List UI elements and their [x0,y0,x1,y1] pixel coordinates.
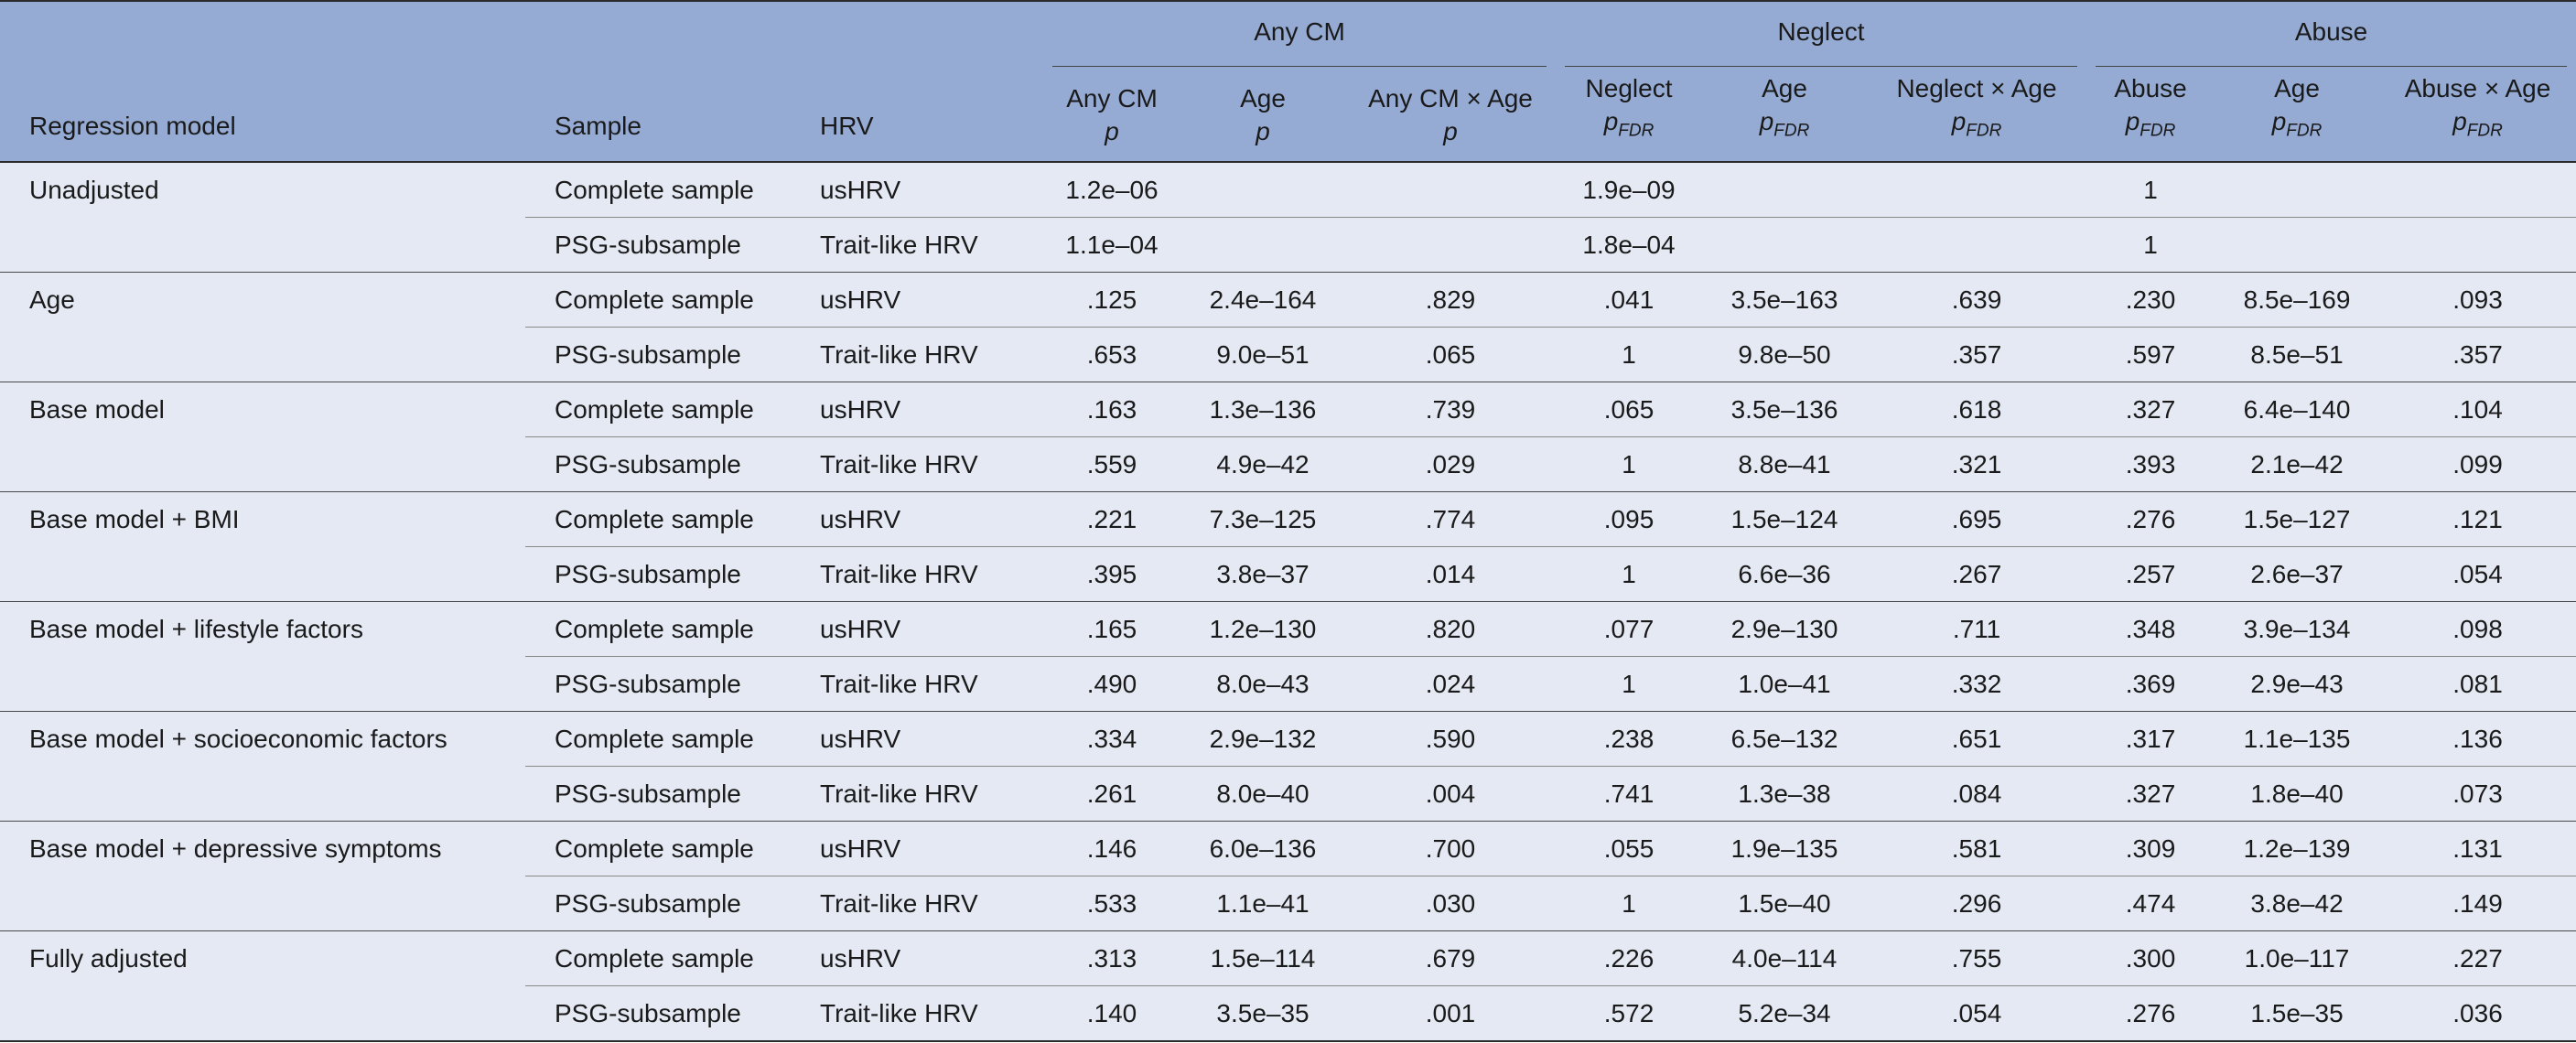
p-value-cell: .149 [2379,876,2576,931]
p-value-cell: .711 [1867,602,2086,657]
hrv-cell: Trait-like HRV [794,437,1043,492]
regression-model-cell: Age [0,273,525,382]
p-value-cell: .165 [1043,602,1180,657]
p-value-cell: 1.1e–135 [2215,712,2379,767]
p-value-cell: 9.0e–51 [1180,328,1345,382]
p-value-cell: 1.2e–130 [1180,602,1345,657]
table-row [0,273,2576,328]
hrv-cell: Trait-like HRV [794,657,1043,712]
column-header-hrv: HRV [794,67,1043,162]
table-row [0,822,2576,876]
p-value-cell: .357 [2379,328,2576,382]
p-symbol: p [2271,107,2287,136]
p-value-cell: .474 [2086,876,2215,931]
p-value-cell: 1.8e–40 [2215,767,2379,822]
p-value-cell: 3.8e–37 [1180,547,1345,602]
p-value-cell: .267 [1867,547,2086,602]
p-symbol: p [2125,107,2140,136]
column-header-stat [1556,67,1702,162]
column-header-label: Abuse [2114,74,2187,103]
regression-model-cell: Base model [0,382,525,492]
column-header-label: Any CM × Age [1368,84,1533,113]
p-value-cell: .014 [1345,547,1556,602]
column-header-label: Abuse × Age [2404,74,2551,103]
regression-model-cell: Unadjusted [0,162,525,273]
header-spacer [525,1,794,67]
p-value-cell: .095 [1556,492,1702,547]
column-header-label: Age [1240,84,1286,113]
p-value-cell: 1.1e–04 [1043,218,1180,273]
p-value-cell: 1 [1556,437,1702,492]
sample-cell: Complete sample [525,602,794,657]
p-value-cell: 6.4e–140 [2215,382,2379,437]
table-row [0,162,2576,218]
p-value-symbol [2215,105,2379,148]
p-value-symbol [1702,105,1867,148]
p-value-cell: 3.9e–134 [2215,602,2379,657]
p-value-cell: 6.6e–36 [1702,547,1867,602]
p-value-symbol [1867,105,2086,148]
p-value-cell: 5.2e–34 [1702,986,1867,1042]
table-row [0,492,2576,547]
p-value-cell: .490 [1043,657,1180,712]
group-header-neglect: Neglect [1556,1,2086,67]
p-value-cell: .581 [1867,822,2086,876]
p-value-cell: 2.6e–37 [2215,547,2379,602]
sample-cell: Complete sample [525,492,794,547]
p-value-cell: .276 [2086,986,2215,1042]
hrv-cell: usHRV [794,931,1043,986]
sample-cell: PSG-subsample [525,876,794,931]
p-value-cell: .651 [1867,712,2086,767]
p-value-cell: 6.0e–136 [1180,822,1345,876]
p-value-cell: .317 [2086,712,2215,767]
p-value-cell: 2.9e–132 [1180,712,1345,767]
p-value-cell: .230 [2086,273,2215,328]
p-value-cell: .321 [1867,437,2086,492]
p-value-cell: 8.0e–40 [1180,767,1345,822]
p-value-cell: .077 [1556,602,1702,657]
p-value-cell: 1.5e–35 [2215,986,2379,1042]
p-value-cell: 8.5e–169 [2215,273,2379,328]
p-value-cell: .369 [2086,657,2215,712]
p-value-cell: 1.5e–124 [1702,492,1867,547]
p-value-cell [1180,218,1345,273]
p-value-cell: .357 [1867,328,2086,382]
p-value-cell: .098 [2379,602,2576,657]
hrv-cell: Trait-like HRV [794,876,1043,931]
table-row [0,931,2576,986]
p-value-cell [1867,162,2086,218]
hrv-cell: Trait-like HRV [794,328,1043,382]
p-value-cell: .533 [1043,876,1180,931]
group-header-abuse: Abuse [2086,1,2576,67]
p-value-cell: 1.5e–127 [2215,492,2379,547]
p-value-cell: .590 [1345,712,1556,767]
p-value-cell: 8.5e–51 [2215,328,2379,382]
p-value-cell: .327 [2086,767,2215,822]
sample-cell: PSG-subsample [525,328,794,382]
p-value-cell [1702,218,1867,273]
p-value-cell: .334 [1043,712,1180,767]
hrv-cell: usHRV [794,162,1043,218]
p-value-cell: .073 [2379,767,2576,822]
sample-cell: PSG-subsample [525,657,794,712]
column-header-stat [2379,67,2576,162]
p-value-cell: 1 [2086,218,2215,273]
p-value-cell: 2.9e–43 [2215,657,2379,712]
p-value-cell: 1.0e–41 [1702,657,1867,712]
p-value-cell: .348 [2086,602,2215,657]
p-subscript: FDR [2286,122,2323,141]
p-value-cell: .125 [1043,273,1180,328]
hrv-cell: Trait-like HRV [794,767,1043,822]
p-value-cell: .136 [2379,712,2576,767]
p-value-cell [1867,218,2086,273]
p-value-symbol [2379,105,2576,148]
p-value-cell: 1.3e–136 [1180,382,1345,437]
p-value-cell: .163 [1043,382,1180,437]
p-value-cell: .131 [2379,822,2576,876]
p-value-cell [2379,218,2576,273]
p-value-cell: .121 [2379,492,2576,547]
column-header-stat [1867,67,2086,162]
p-subscript: FDR [2139,122,2176,141]
p-value-cell: .140 [1043,986,1180,1042]
p-value-cell: .829 [1345,273,1556,328]
p-value-cell: .618 [1867,382,2086,437]
p-value-cell: .572 [1556,986,1702,1042]
p-value-cell: .084 [1867,767,2086,822]
p-value-cell: .300 [2086,931,2215,986]
p-value-cell: .276 [2086,492,2215,547]
p-value-cell [1702,162,1867,218]
sample-cell: Complete sample [525,822,794,876]
p-value-cell: .653 [1043,328,1180,382]
hrv-cell: Trait-like HRV [794,986,1043,1042]
column-header-stat [2086,67,2215,162]
p-value-cell: .093 [2379,273,2576,328]
p-value-cell: .679 [1345,931,1556,986]
table-row [0,382,2576,437]
p-value-cell: .030 [1345,876,1556,931]
p-value-cell: 3.5e–136 [1702,382,1867,437]
sample-cell: Complete sample [525,162,794,218]
p-value-cell: 3.5e–35 [1180,986,1345,1042]
sample-cell: Complete sample [525,382,794,437]
p-value-cell: 1 [1556,657,1702,712]
p-value-cell [2215,218,2379,273]
sample-cell: Complete sample [525,273,794,328]
p-value-cell: .261 [1043,767,1180,822]
p-symbol: p [2452,107,2467,136]
column-header-regression-model: Regression model [0,67,525,162]
column-header-stat [2215,67,2379,162]
hrv-cell: Trait-like HRV [794,218,1043,273]
p-symbol: p [1443,117,1458,145]
p-value-cell [1345,218,1556,273]
p-value-cell: .597 [2086,328,2215,382]
p-value-cell: 1 [1556,876,1702,931]
p-value-cell: .104 [2379,382,2576,437]
column-header-label: Age [1762,74,1807,103]
p-value-cell: .755 [1867,931,2086,986]
p-value-cell: 1 [1556,328,1702,382]
sample-cell: PSG-subsample [525,767,794,822]
p-value-cell: 1.5e–114 [1180,931,1345,986]
regression-model-cell: Base model + socioeconomic factors [0,712,525,822]
p-value-cell [1180,162,1345,218]
sample-cell: PSG-subsample [525,437,794,492]
column-header-label: Neglect [1585,74,1673,103]
p-value-cell: .024 [1345,657,1556,712]
regression-model-cell: Base model + BMI [0,492,525,602]
sample-cell: Complete sample [525,712,794,767]
hrv-cell: Trait-like HRV [794,547,1043,602]
p-value-cell: .639 [1867,273,2086,328]
p-value-symbol [1180,115,1345,148]
hrv-cell: usHRV [794,273,1043,328]
p-value-cell: .227 [2379,931,2576,986]
p-symbol: p [1951,107,1967,136]
column-header-stat [1345,67,1556,162]
p-value-cell: 4.9e–42 [1180,437,1345,492]
p-value-cell: 1 [2086,162,2215,218]
p-value-symbol [2086,105,2215,148]
sample-cell: PSG-subsample [525,547,794,602]
p-subscript: FDR [1966,122,2002,141]
p-subscript: FDR [1618,122,1654,141]
p-value-cell: .055 [1556,822,1702,876]
p-value-cell: 1.1e–41 [1180,876,1345,931]
header-spacer [794,1,1043,67]
p-value-cell: 9.8e–50 [1702,328,1867,382]
p-value-cell: .029 [1345,437,1556,492]
column-header-stat [1043,67,1180,162]
p-value-cell: .393 [2086,437,2215,492]
sample-cell: Complete sample [525,931,794,986]
p-value-cell: 8.0e–43 [1180,657,1345,712]
p-value-cell: 6.5e–132 [1702,712,1867,767]
p-value-cell: .313 [1043,931,1180,986]
p-value-cell: 1.5e–40 [1702,876,1867,931]
p-value-cell: 3.8e–42 [2215,876,2379,931]
p-value-cell: 7.3e–125 [1180,492,1345,547]
hrv-cell: usHRV [794,822,1043,876]
p-value-cell: .099 [2379,437,2576,492]
p-symbol: p [1603,107,1619,136]
column-header-label: Age [2274,74,2320,103]
p-value-cell: 1.9e–135 [1702,822,1867,876]
p-value-cell: .741 [1556,767,1702,822]
sample-cell: PSG-subsample [525,218,794,273]
p-value-cell: .065 [1345,328,1556,382]
p-value-cell: .226 [1556,931,1702,986]
p-value-cell [1345,162,1556,218]
p-value-cell: .054 [1867,986,2086,1042]
p-value-cell: .820 [1345,602,1556,657]
p-value-cell [2215,162,2379,218]
p-value-symbol [1345,115,1556,148]
p-value-cell: 2.1e–42 [2215,437,2379,492]
column-header-sample: Sample [525,67,794,162]
p-value-cell: .001 [1345,986,1556,1042]
p-value-cell: .004 [1345,767,1556,822]
p-value-cell: 1.9e–09 [1556,162,1702,218]
p-value-cell: .700 [1345,822,1556,876]
hrv-cell: usHRV [794,602,1043,657]
p-value-cell: .395 [1043,547,1180,602]
p-value-cell: .146 [1043,822,1180,876]
hrv-cell: usHRV [794,492,1043,547]
p-value-cell: .041 [1556,273,1702,328]
p-subscript: FDR [1773,122,1810,141]
p-value-cell: 1.0e–117 [2215,931,2379,986]
p-value-symbol [1043,115,1180,148]
p-value-cell: 2.4e–164 [1180,273,1345,328]
p-value-cell: .257 [2086,547,2215,602]
p-value-cell: .065 [1556,382,1702,437]
p-value-cell: 2.9e–130 [1702,602,1867,657]
regression-model-cell: Base model + depressive symptoms [0,822,525,931]
p-value-cell [2379,162,2576,218]
hrv-cell: usHRV [794,712,1043,767]
p-subscript: FDR [2466,122,2503,141]
p-value-cell: .559 [1043,437,1180,492]
p-value-cell: 3.5e–163 [1702,273,1867,328]
regression-model-cell: Fully adjusted [0,931,525,1042]
sample-cell: PSG-subsample [525,986,794,1042]
p-value-cell: .309 [2086,822,2215,876]
header-spacer [0,1,525,67]
column-header-label: Neglect × Age [1896,74,2057,103]
table-row [0,602,2576,657]
p-value-cell: .739 [1345,382,1556,437]
column-header-label: Any CM [1066,84,1158,113]
group-header-any-cm: Any CM [1043,1,1556,67]
p-value-cell: .221 [1043,492,1180,547]
p-value-cell: 1 [1556,547,1702,602]
p-value-cell: .036 [2379,986,2576,1042]
table-header [0,1,2576,162]
p-value-cell: 1.8e–04 [1556,218,1702,273]
p-value-cell: 8.8e–41 [1702,437,1867,492]
p-value-cell: .327 [2086,382,2215,437]
p-value-cell: .296 [1867,876,2086,931]
column-header-stat [1702,67,1867,162]
p-symbol: p [1256,117,1270,145]
table-row [0,712,2576,767]
p-value-cell: .332 [1867,657,2086,712]
p-value-cell: 1.3e–38 [1702,767,1867,822]
table-body [0,162,2576,1041]
p-value-cell: .695 [1867,492,2086,547]
p-symbol: p [1759,107,1774,136]
p-value-cell: .054 [2379,547,2576,602]
regression-model-cell: Base model + lifestyle factors [0,602,525,712]
p-value-cell: .774 [1345,492,1556,547]
p-value-cell: 1.2e–06 [1043,162,1180,218]
column-header-stat [1180,67,1345,162]
p-value-cell: .081 [2379,657,2576,712]
p-value-cell: 4.0e–114 [1702,931,1867,986]
p-symbol: p [1105,117,1119,145]
p-value-symbol [1556,105,1702,148]
p-value-cell: 1.2e–139 [2215,822,2379,876]
hrv-cell: usHRV [794,382,1043,437]
p-value-cell: .238 [1556,712,1702,767]
